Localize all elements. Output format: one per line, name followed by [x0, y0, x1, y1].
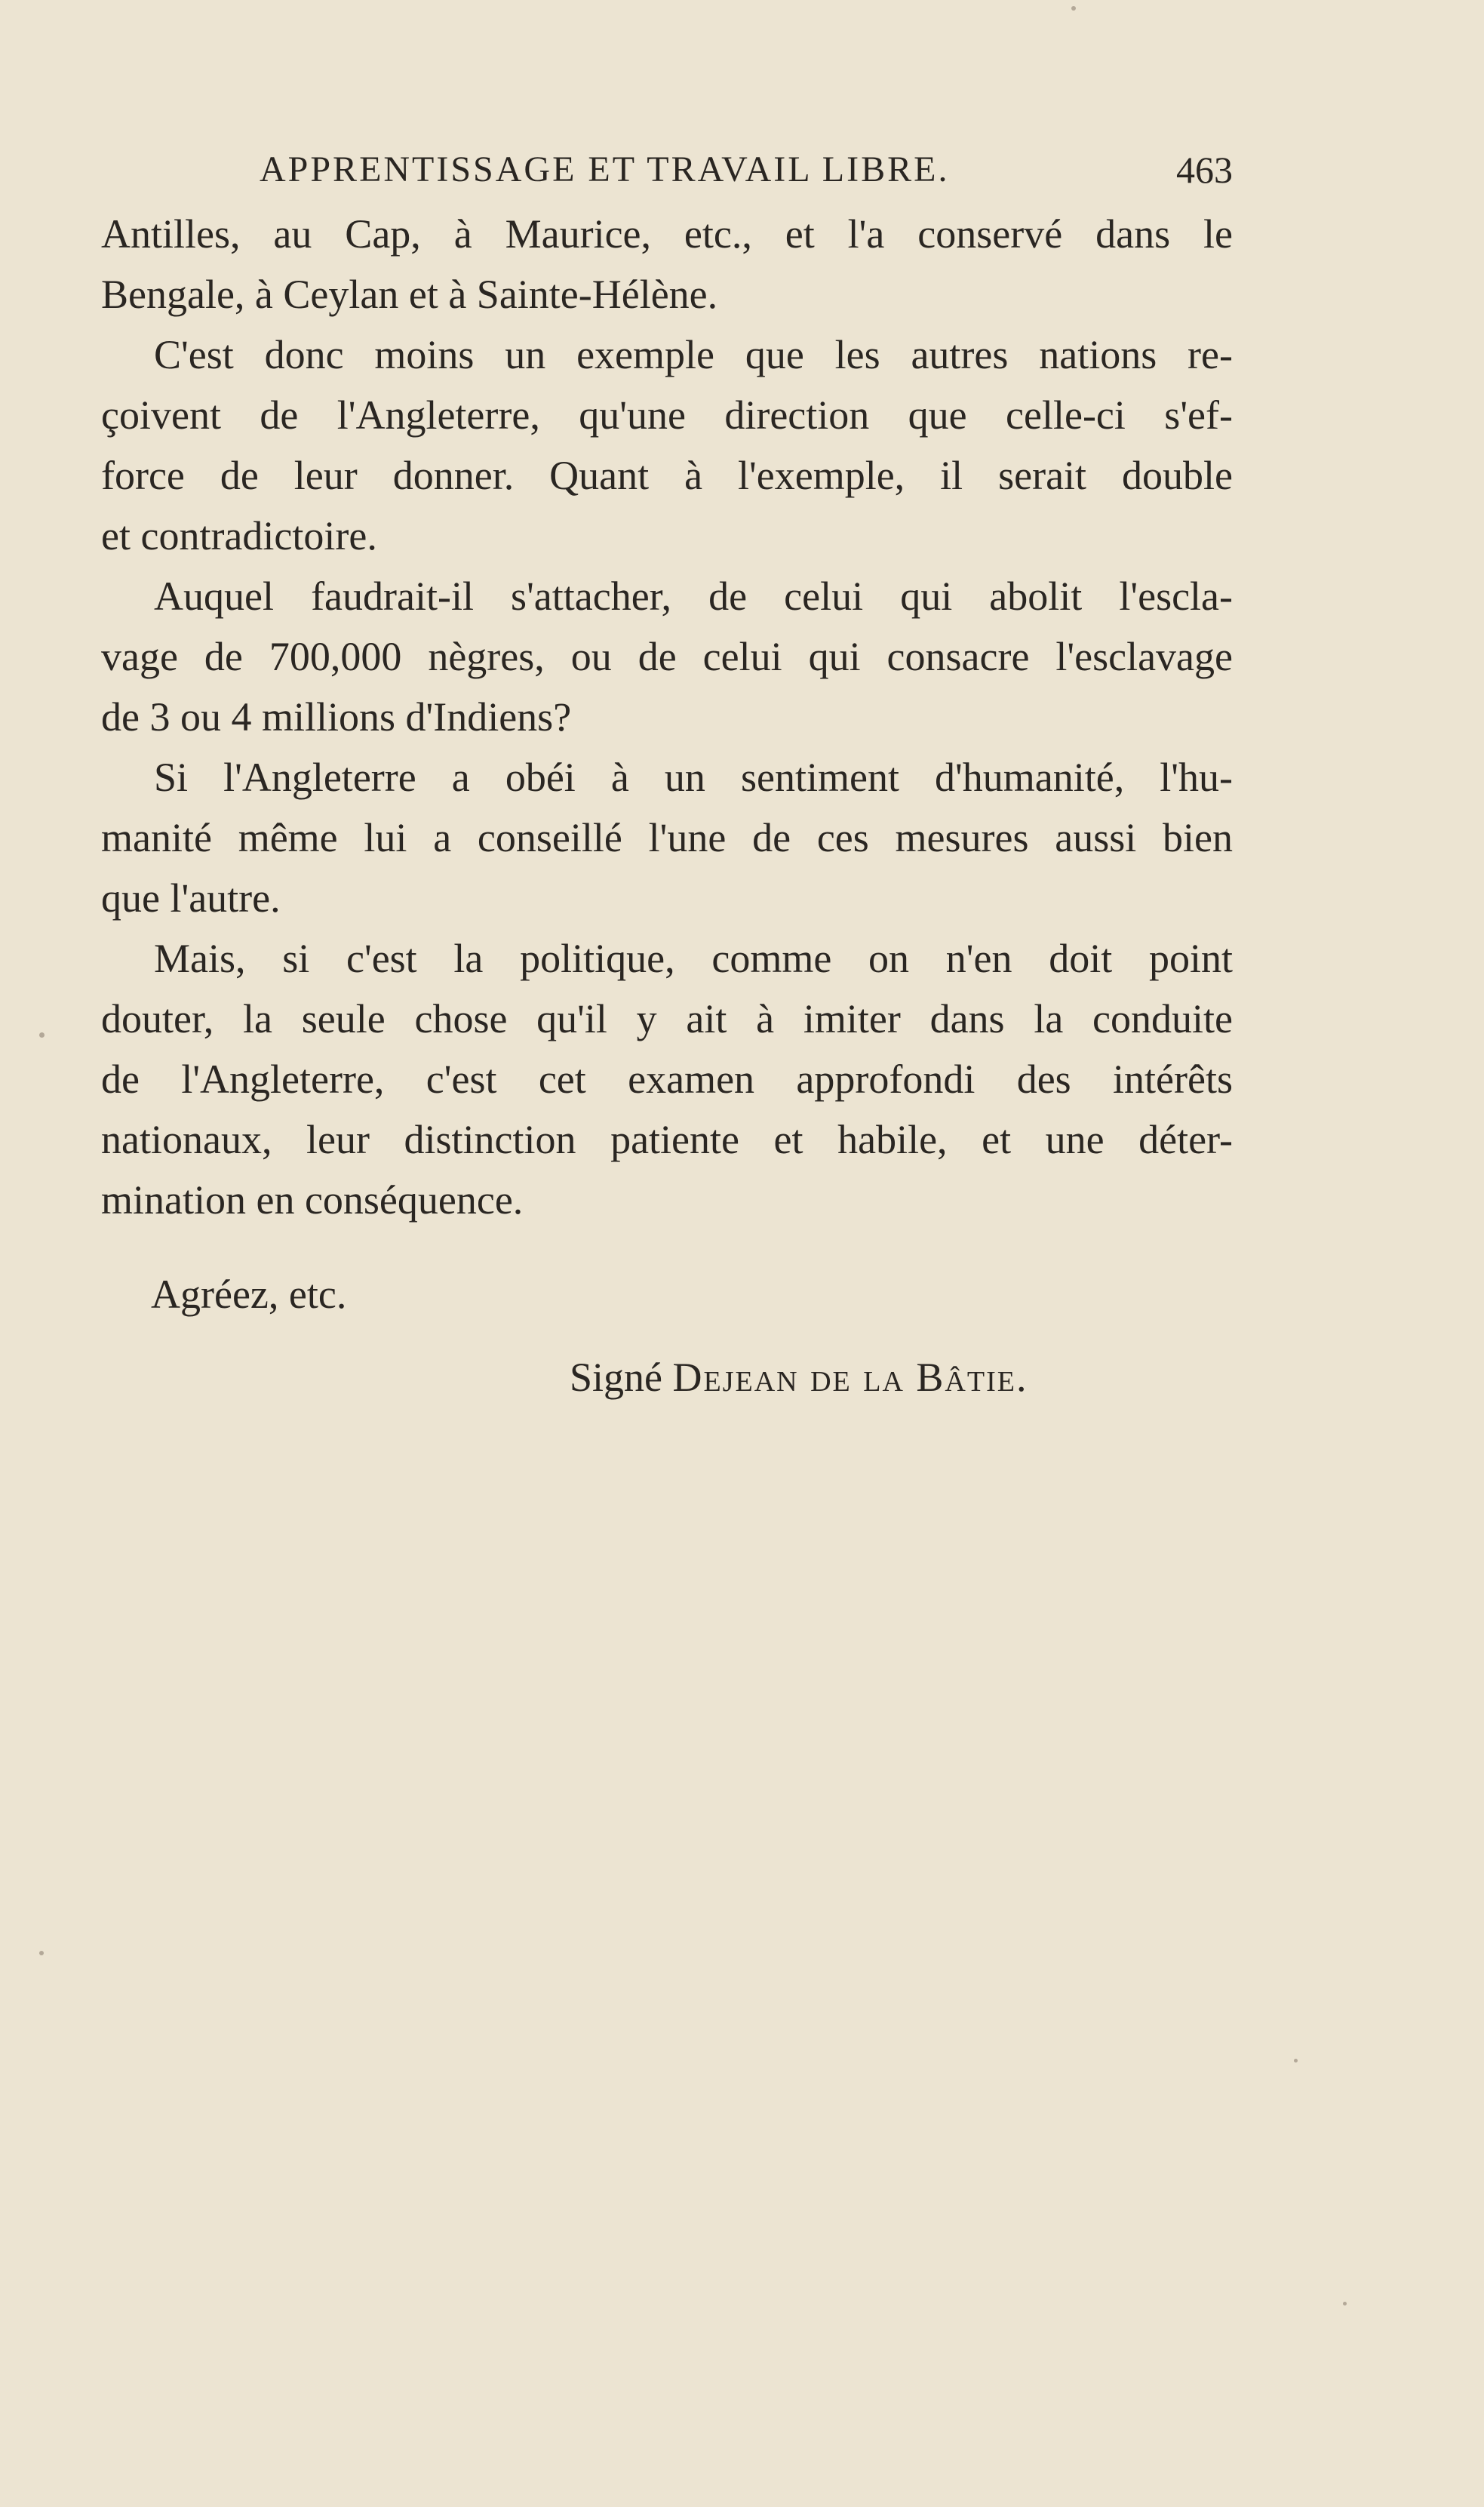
- text-line: Auquel faudrait-il s'attacher, de celui qui abolit l'escla-: [154, 574, 1233, 619]
- text-line: C'est donc moins un exemple que les autres nations re-: [154, 332, 1233, 377]
- text-line: mination en conséquence.: [101, 1177, 524, 1223]
- paper-speck: [1071, 6, 1076, 11]
- running-title: APPRENTISSAGE ET TRAVAIL LIBRE.: [260, 149, 950, 189]
- paper-speck: [1343, 2302, 1347, 2306]
- text-line: vage de 700,000 nègres, ou de celui qui consacre l'esclavage: [101, 634, 1233, 679]
- text-line: et contradictoire.: [101, 513, 377, 558]
- body-text: [101, 204, 1233, 1230]
- text-line: Bengale, à Ceylan et à Sainte-Hélène.: [101, 272, 718, 317]
- text-line: que l'autre.: [101, 875, 281, 921]
- text-line: Antilles, au Cap, à Maurice, etc., et l'a conservé dans le: [101, 211, 1233, 257]
- paragraph: [101, 566, 1233, 747]
- signature-name: Dejean de la Bâtie.: [672, 1355, 1028, 1400]
- text-line: çoivent de l'Angleterre, qu'une direction que celle-ci s'ef-: [101, 392, 1233, 438]
- signature: [570, 1347, 1028, 1407]
- text-line: de 3 ou 4 millions d'Indiens?: [101, 694, 572, 740]
- closing-salutation: Agréez, etc.: [151, 1272, 347, 1317]
- page-number: 463: [1176, 149, 1233, 191]
- paper-speck: [39, 1032, 45, 1038]
- text-line: douter, la seule chose qu'il y ait à imiter dans la conduite: [101, 996, 1233, 1041]
- paper-speck: [39, 1951, 44, 1955]
- paper-speck: [1294, 2059, 1298, 2063]
- paragraph: [101, 204, 1233, 325]
- signature-prefix: Signé: [570, 1355, 663, 1400]
- text-line: Mais, si c'est la politique, comme on n'en doit point: [154, 936, 1233, 981]
- text-line: nationaux, leur distinction patiente et habile, et une déter-: [101, 1117, 1233, 1162]
- paragraph: [101, 928, 1233, 1230]
- paragraph: [101, 747, 1233, 928]
- text-line: force de leur donner. Quant à l'exemple, il serait double: [101, 453, 1233, 498]
- page-header: [101, 143, 1233, 196]
- paragraph: [101, 325, 1233, 566]
- text-line: manité même lui a conseillé l'une de ces mesures aussi bien: [101, 815, 1233, 860]
- text-line: Si l'Angleterre a obéi à un sentiment d'humanité, l'hu-: [154, 755, 1233, 800]
- text-line: de l'Angleterre, c'est cet examen approfondi des intérêts: [101, 1057, 1233, 1102]
